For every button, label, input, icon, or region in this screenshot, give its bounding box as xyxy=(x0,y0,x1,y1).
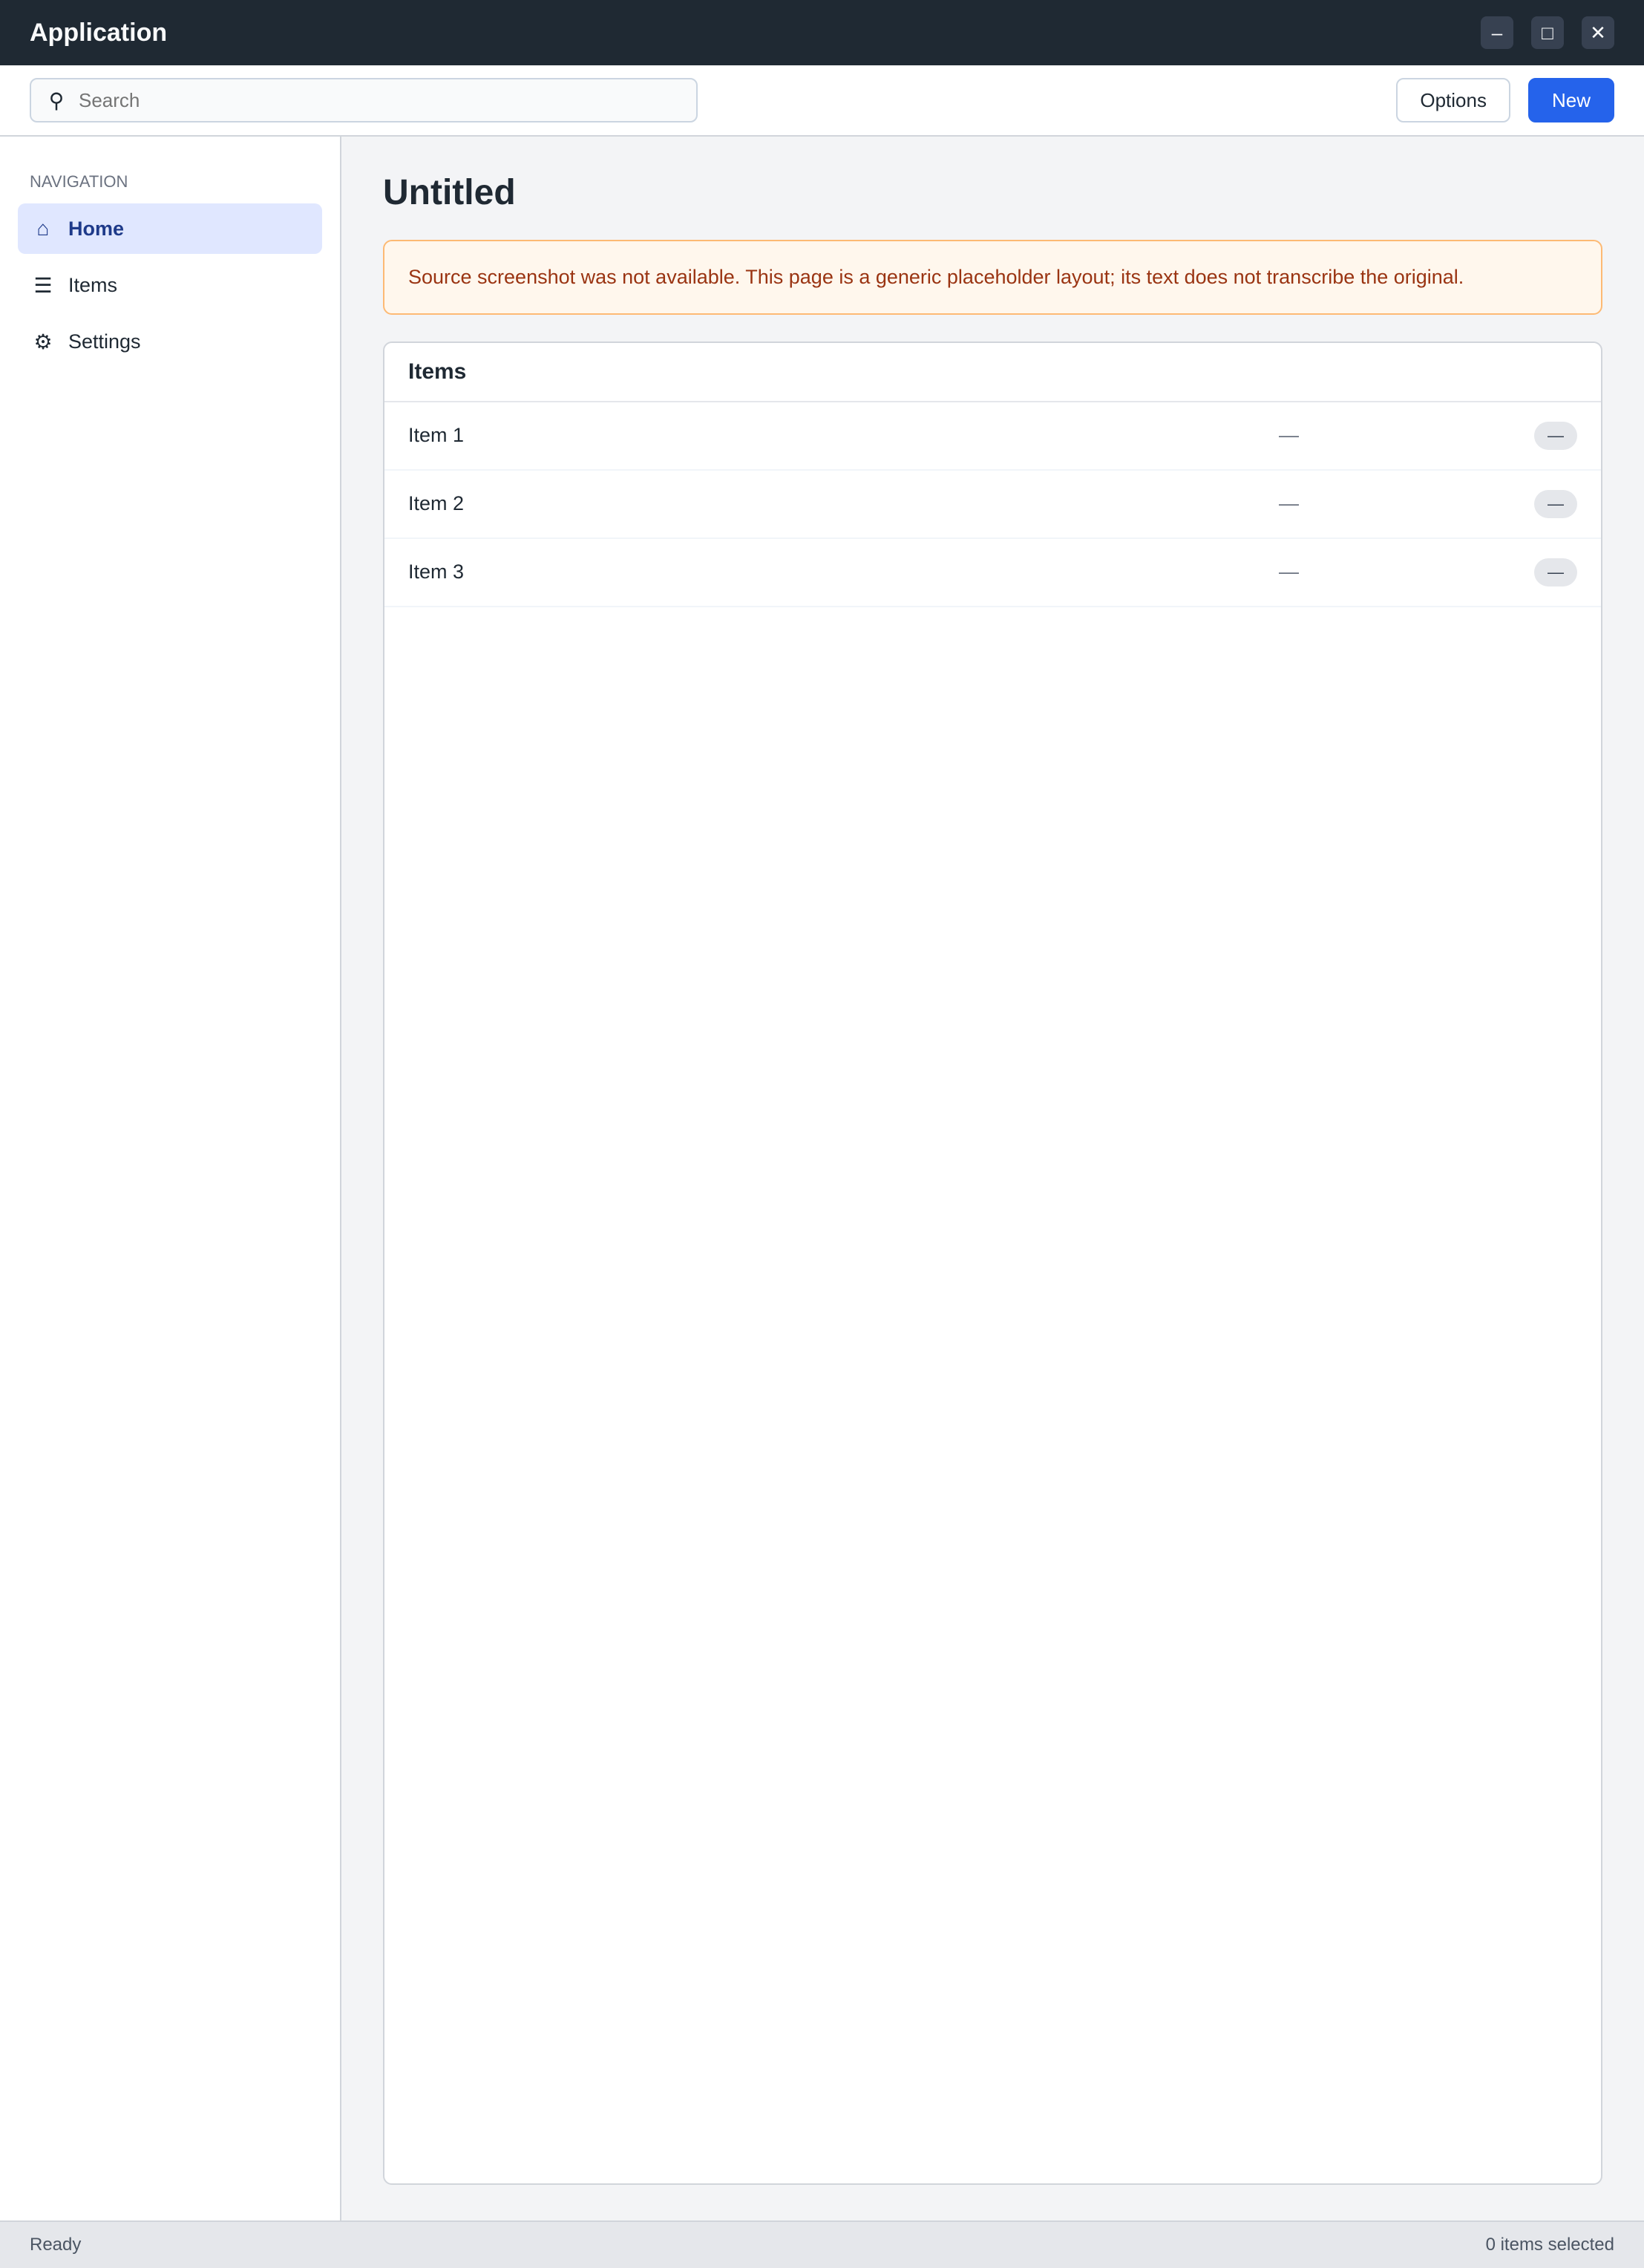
item-name: Item 1 xyxy=(408,424,465,446)
item-meta: — xyxy=(1279,424,1299,446)
list-icon: ☰ xyxy=(33,273,53,297)
sidebar xyxy=(0,137,341,2220)
status-badge: — xyxy=(1534,490,1577,518)
close-icon[interactable]: ✕ xyxy=(1582,16,1614,49)
new-button[interactable]: New xyxy=(1528,78,1614,122)
toolbar xyxy=(0,65,1644,137)
page-title: Untitled xyxy=(383,173,516,212)
search-box[interactable] xyxy=(30,78,698,122)
selection-count: 0 items selected xyxy=(1485,2235,1614,2255)
search-input[interactable] xyxy=(79,89,683,112)
status-badge: — xyxy=(1534,558,1577,586)
item-meta: — xyxy=(1279,492,1299,514)
items-panel xyxy=(383,341,1602,2186)
sidebar-item-items[interactable] xyxy=(18,260,322,310)
status-bar xyxy=(0,2220,1644,2268)
maximize-icon[interactable]: □ xyxy=(1531,16,1564,49)
list-item[interactable] xyxy=(384,539,1601,607)
sidebar-item-label: Settings xyxy=(68,330,141,353)
list-item[interactable] xyxy=(384,402,1601,471)
sidebar-item-label: Home xyxy=(68,217,125,240)
status-badge: — xyxy=(1534,422,1577,450)
options-button[interactable]: Options xyxy=(1396,78,1510,122)
content-area xyxy=(0,137,1644,2220)
item-meta: — xyxy=(1279,561,1299,583)
title-bar xyxy=(0,0,1644,65)
list-item[interactable] xyxy=(384,471,1601,539)
minimize-icon[interactable]: – xyxy=(1481,16,1513,49)
placeholder-notice: Source screenshot was not available. This page is a generic placeholder layout; its text does not transcribe the original. xyxy=(383,240,1602,315)
sidebar-item-settings[interactable] xyxy=(18,316,322,367)
main-panel xyxy=(341,137,1644,2220)
panel-title: Items xyxy=(384,343,1601,402)
window-title: Application xyxy=(30,18,168,47)
gear-icon: ⚙ xyxy=(33,330,53,353)
sidebar-section-label: NAVIGATION xyxy=(30,172,128,191)
sidebar-item-label: Items xyxy=(68,273,118,296)
item-name: Item 3 xyxy=(408,561,465,583)
home-icon: ⌂ xyxy=(36,217,50,240)
sidebar-item-home[interactable] xyxy=(18,203,322,254)
status-text: Ready xyxy=(30,2235,82,2255)
item-name: Item 2 xyxy=(408,492,465,514)
search-icon: ⚲ xyxy=(48,88,65,112)
